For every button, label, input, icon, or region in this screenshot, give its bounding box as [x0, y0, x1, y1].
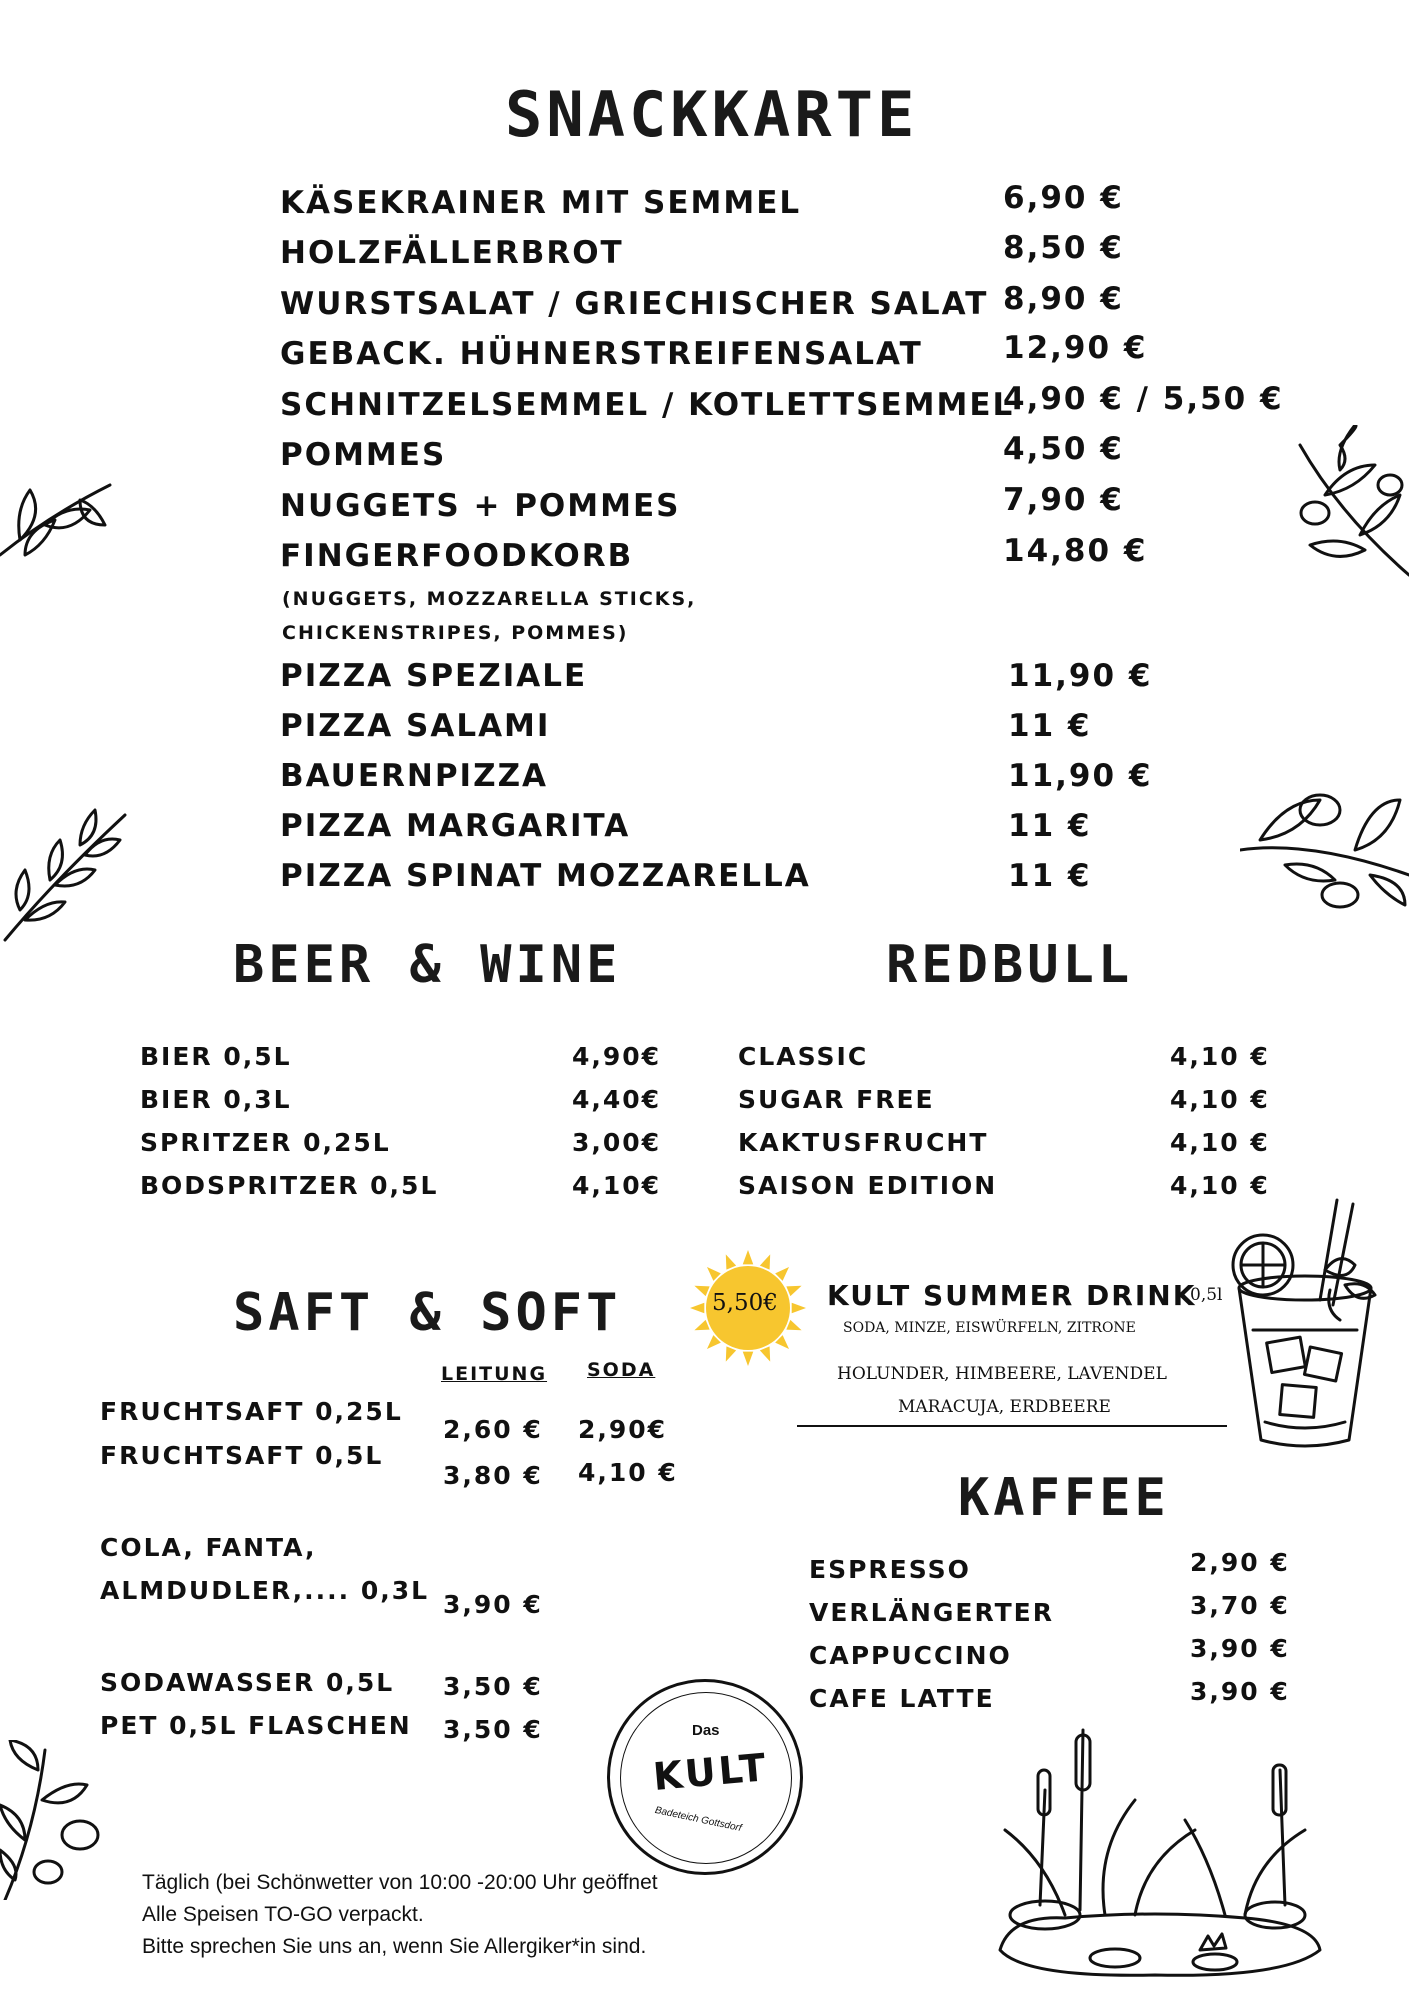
allergy-note: Bitte sprechen Sie uns an, wenn Sie Allergiker*in sind.	[142, 1935, 647, 1958]
list-item: SAISON EDITION	[738, 1171, 998, 1200]
item-price: 4,10 €	[1170, 1128, 1270, 1157]
list-item: SPRITZER 0,25L	[140, 1128, 391, 1157]
item-price: 3,70 €	[1190, 1591, 1290, 1620]
list-item: SCHNITZELSEMMEL / KOTLETTSEMMEL	[280, 387, 1015, 423]
list-item: ALMDUDLER,.... 0,3L	[100, 1576, 430, 1605]
saft-title: SAFT & SOFT	[233, 1283, 622, 1343]
list-item: KAKTUSFRUCHT	[738, 1128, 989, 1157]
item-price: 4,90€	[572, 1042, 662, 1071]
item-price: 14,80 €	[1003, 533, 1148, 569]
leaf-branch-icon	[0, 800, 135, 950]
olive-branch-icon	[0, 1740, 110, 1900]
olive-branch-icon	[1240, 780, 1409, 930]
item-price: 11,90 €	[1008, 758, 1153, 794]
item-price: 2,60 €	[443, 1415, 543, 1444]
list-item: KÄSEKRAINER MIT SEMMEL	[280, 185, 802, 221]
list-item: FINGERFOODKORB	[280, 538, 634, 574]
item-price: 4,90 € / 5,50 €	[1003, 381, 1284, 417]
list-item: CLASSIC	[738, 1042, 869, 1071]
logo-small-text: Das	[692, 1722, 720, 1739]
sun-ray	[690, 1303, 704, 1314]
summer-drink-flavors: MARACUJA, ERDBEERE	[898, 1397, 1111, 1417]
sun-ray	[694, 1320, 709, 1330]
sun-ray	[760, 1254, 770, 1269]
list-item: COLA, FANTA,	[100, 1533, 317, 1562]
list-item: CAPPUCCINO	[809, 1641, 1012, 1670]
olive-branch-icon	[1280, 425, 1409, 590]
item-price: 11 €	[1008, 808, 1092, 844]
list-item: PIZZA MARGARITA	[280, 808, 631, 844]
sun-ray	[726, 1346, 736, 1361]
list-item: PIZZA SPEZIALE	[280, 658, 588, 694]
list-item: BIER 0,3L	[140, 1085, 292, 1114]
item-price: 3,50 €	[443, 1715, 543, 1744]
sun-ray	[760, 1346, 770, 1361]
sun-ray	[792, 1303, 806, 1314]
pond-reeds-icon	[985, 1710, 1330, 1980]
item-price: 11 €	[1008, 858, 1092, 894]
list-item: WURSTSALAT / GRIECHISCHER SALAT	[280, 286, 989, 322]
list-item: SODAWASSER 0,5L	[100, 1668, 395, 1697]
summer-drink-flavors: HOLUNDER, HIMBEERE, LAVENDEL	[837, 1364, 1167, 1384]
logo	[607, 1679, 803, 1875]
item-price: 2,90€	[578, 1415, 668, 1444]
item-price: 3,90 €	[1190, 1634, 1290, 1663]
item-price: 3,00€	[572, 1128, 662, 1157]
item-price: 4,10 €	[578, 1458, 678, 1487]
item-price: 4,10 €	[1170, 1042, 1270, 1071]
sun-ray	[726, 1254, 736, 1269]
list-item: VERLÄNGERTER	[809, 1598, 1054, 1627]
item-price: 12,90 €	[1003, 330, 1148, 366]
item-price: 4,10 €	[1170, 1171, 1270, 1200]
list-item: NUGGETS + POMMES	[280, 488, 681, 524]
cocktail-glass-icon	[1225, 1190, 1385, 1460]
list-item: FRUCHTSAFT 0,25L	[100, 1397, 403, 1426]
list-item: ESPRESSO	[809, 1555, 971, 1584]
sun-ray	[743, 1352, 754, 1366]
sun-ray	[694, 1286, 709, 1296]
item-price: 2,90 €	[1190, 1548, 1290, 1577]
item-price: 7,90 €	[1003, 482, 1124, 518]
item-price: 8,90 €	[1003, 281, 1124, 317]
list-item: HOLZFÄLLERBROT	[280, 235, 624, 271]
item-price: 4,10 €	[1170, 1085, 1270, 1114]
togo-note: Alle Speisen TO-GO verpackt.	[142, 1903, 424, 1926]
divider	[797, 1425, 1227, 1427]
list-item: BAUERNPIZZA	[280, 758, 549, 794]
item-price: 3,50 €	[443, 1672, 543, 1701]
list-item: PET 0,5L FLASCHEN	[100, 1711, 412, 1740]
item-price: 4,10€	[572, 1171, 662, 1200]
sun-price: 5,50€	[712, 1290, 778, 1316]
item-price: 4,40€	[572, 1085, 662, 1114]
item-price: 3,90 €	[443, 1590, 543, 1619]
list-item: BODSPRITZER 0,5L	[140, 1171, 439, 1200]
item-price: 8,50 €	[1003, 230, 1124, 266]
list-item: FRUCHTSAFT 0,5L	[100, 1441, 384, 1470]
list-item: POMMES	[280, 437, 447, 473]
leaf-branch-icon	[0, 445, 120, 575]
logo-ring-text: Badeteich Gottsdorf	[653, 1804, 743, 1835]
snack-title: SNACKKARTE	[505, 78, 919, 151]
sun-ray	[743, 1250, 754, 1264]
list-item: BIER 0,5L	[140, 1042, 292, 1071]
list-item: PIZZA SPINAT MOZZARELLA	[280, 858, 811, 894]
item-note: CHICKENSTRIPES, POMMES)	[282, 622, 629, 644]
logo-big-text: KULT	[651, 1745, 771, 1799]
item-price: 4,50 €	[1003, 431, 1124, 467]
sun-ray	[786, 1320, 801, 1330]
kaffee-title: KAFFEE	[958, 1468, 1170, 1528]
list-item: PIZZA SALAMI	[280, 708, 551, 744]
beer-title: BEER & WINE	[233, 935, 622, 995]
sun-ray	[786, 1286, 801, 1296]
item-price: 3,80 €	[443, 1461, 543, 1490]
summer-drink-title: KULT SUMMER DRINK	[827, 1279, 1197, 1312]
column-header-soda: SODA	[587, 1359, 656, 1381]
item-note: (NUGGETS, MOZZARELLA STICKS,	[282, 588, 697, 610]
column-header-leitung: LEITUNG	[441, 1363, 548, 1385]
opening-hours: Täglich (bei Schönwetter von 10:00 -20:00 Uhr geöffnet	[142, 1871, 658, 1894]
list-item: SUGAR FREE	[738, 1085, 935, 1114]
item-price: 11 €	[1008, 708, 1092, 744]
item-price: 11,90 €	[1008, 658, 1153, 694]
redbull-title: REDBULL	[886, 935, 1134, 995]
list-item: GEBACK. HÜHNERSTREIFENSALAT	[280, 336, 923, 372]
item-price: 3,90 €	[1190, 1677, 1290, 1706]
summer-drink-ingredients: SODA, MINZE, EISWÜRFELN, ZITRONE	[843, 1320, 1136, 1336]
list-item: CAFE LATTE	[809, 1684, 995, 1713]
summer-drink-size: 0,5l	[1190, 1285, 1223, 1305]
item-price: 6,90 €	[1003, 180, 1124, 216]
